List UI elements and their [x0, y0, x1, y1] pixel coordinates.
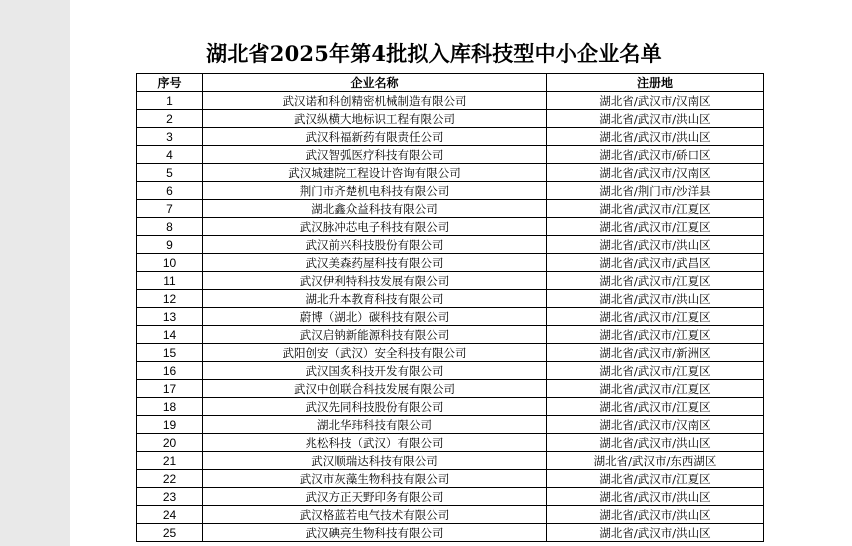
row-index-cell: 17: [137, 380, 203, 398]
table-row: [137, 308, 764, 326]
row-index-cell: 10: [137, 254, 203, 272]
table-row: [137, 398, 764, 416]
row-company-cell: 武汉美森药屋科技有限公司: [203, 254, 547, 272]
column-header-location: 注册地: [547, 74, 764, 92]
row-location-cell: 湖北省/荆门市/沙洋县: [547, 182, 764, 200]
row-index-cell: 4: [137, 146, 203, 164]
table-row: [137, 506, 764, 524]
row-location-cell: 湖北省/武汉市/洪山区: [547, 506, 764, 524]
row-index-cell: 2: [137, 110, 203, 128]
table-row: [137, 452, 764, 470]
row-location-cell: 湖北省/武汉市/洪山区: [547, 128, 764, 146]
table-row: [137, 92, 764, 110]
row-location-cell: 湖北省/武汉市/洪山区: [547, 488, 764, 506]
row-index-cell: 13: [137, 308, 203, 326]
row-index-cell: 15: [137, 344, 203, 362]
row-index-cell: 1: [137, 92, 203, 110]
row-company-cell: 武汉科福新药有限责任公司: [203, 128, 547, 146]
row-company-cell: 武汉格蓝若电气技术有限公司: [203, 506, 547, 524]
row-location-cell: 湖北省/武汉市/洪山区: [547, 110, 764, 128]
table-row: [137, 200, 764, 218]
row-company-cell: 荆门市齐楚机电科技有限公司: [203, 182, 547, 200]
row-location-cell: 湖北省/武汉市/洪山区: [547, 434, 764, 452]
row-location-cell: 湖北省/武汉市/江夏区: [547, 326, 764, 344]
table-row: [137, 488, 764, 506]
column-header-company: 企业名称: [203, 74, 547, 92]
row-company-cell: 湖北华玮科技有限公司: [203, 416, 547, 434]
row-index-cell: 5: [137, 164, 203, 182]
row-company-cell: 武汉国炙科技开发有限公司: [203, 362, 547, 380]
row-location-cell: 湖北省/武汉市/江夏区: [547, 470, 764, 488]
row-location-cell: 湖北省/武汉市/洪山区: [547, 524, 764, 542]
table-row: [137, 236, 764, 254]
row-company-cell: 武汉碘亮生物科技有限公司: [203, 524, 547, 542]
table-row: [137, 344, 764, 362]
table-row: [137, 182, 764, 200]
row-company-cell: 武汉先同科技股份有限公司: [203, 398, 547, 416]
row-company-cell: 武汉中创联合科技发展有限公司: [203, 380, 547, 398]
row-company-cell: 武汉诺和科创精密机械制造有限公司: [203, 92, 547, 110]
table-row: [137, 254, 764, 272]
row-company-cell: 兆松科技（武汉）有限公司: [203, 434, 547, 452]
company-list-table: [136, 73, 764, 542]
row-index-cell: 8: [137, 218, 203, 236]
table-body: [137, 92, 764, 542]
table-header-row: [137, 74, 764, 92]
row-index-cell: 9: [137, 236, 203, 254]
row-company-cell: 武汉纵横大地标识工程有限公司: [203, 110, 547, 128]
row-index-cell: 25: [137, 524, 203, 542]
row-location-cell: 湖北省/武汉市/江夏区: [547, 272, 764, 290]
row-location-cell: 湖北省/武汉市/汉南区: [547, 164, 764, 182]
document-page: [70, 0, 852, 546]
row-index-cell: 21: [137, 452, 203, 470]
table-row: [137, 524, 764, 542]
page-title: 湖北省2025年第4批拟入库科技型中小企业名单: [206, 41, 662, 66]
row-location-cell: 湖北省/武汉市/江夏区: [547, 362, 764, 380]
table-row: [137, 128, 764, 146]
row-location-cell: 湖北省/武汉市/洪山区: [547, 290, 764, 308]
row-company-cell: 湖北升本教育科技有限公司: [203, 290, 547, 308]
row-location-cell: 湖北省/武汉市/汉南区: [547, 416, 764, 434]
row-company-cell: 武汉伊利特科技发展有限公司: [203, 272, 547, 290]
row-index-cell: 6: [137, 182, 203, 200]
row-index-cell: 11: [137, 272, 203, 290]
row-index-cell: 24: [137, 506, 203, 524]
row-location-cell: 湖北省/武汉市/东西湖区: [547, 452, 764, 470]
table-row: [137, 218, 764, 236]
row-location-cell: 湖北省/武汉市/江夏区: [547, 308, 764, 326]
row-location-cell: 湖北省/武汉市/江夏区: [547, 398, 764, 416]
row-location-cell: 湖北省/武汉市/新洲区: [547, 344, 764, 362]
row-company-cell: 武汉启钠新能源科技有限公司: [203, 326, 547, 344]
row-company-cell: 武汉城建院工程设计咨询有限公司: [203, 164, 547, 182]
row-company-cell: 武汉市灰藻生物科技有限公司: [203, 470, 547, 488]
row-company-cell: 武汉智弧医疗科技有限公司: [203, 146, 547, 164]
row-location-cell: 湖北省/武汉市/江夏区: [547, 218, 764, 236]
row-location-cell: 湖北省/武汉市/江夏区: [547, 380, 764, 398]
row-company-cell: 武汉脉冲芯电子科技有限公司: [203, 218, 547, 236]
row-location-cell: 湖北省/武汉市/汉南区: [547, 92, 764, 110]
table-row: [137, 290, 764, 308]
row-location-cell: 湖北省/武汉市/武昌区: [547, 254, 764, 272]
table-row: [137, 434, 764, 452]
row-index-cell: 7: [137, 200, 203, 218]
table-row: [137, 380, 764, 398]
table-row: [137, 416, 764, 434]
row-index-cell: 19: [137, 416, 203, 434]
table-row: [137, 110, 764, 128]
row-company-cell: 武汉方正天野印务有限公司: [203, 488, 547, 506]
row-location-cell: 湖北省/武汉市/洪山区: [547, 236, 764, 254]
row-index-cell: 22: [137, 470, 203, 488]
column-header-index: 序号: [137, 74, 203, 92]
row-index-cell: 3: [137, 128, 203, 146]
viewer-left-gutter: [0, 0, 70, 546]
table-row: [137, 272, 764, 290]
row-index-cell: 18: [137, 398, 203, 416]
row-location-cell: 湖北省/武汉市/江夏区: [547, 200, 764, 218]
table-row: [137, 362, 764, 380]
table-row: [137, 146, 764, 164]
row-location-cell: 湖北省/武汉市/硚口区: [547, 146, 764, 164]
table-row: [137, 164, 764, 182]
row-index-cell: 12: [137, 290, 203, 308]
row-index-cell: 14: [137, 326, 203, 344]
row-company-cell: 武阳创安（武汉）安全科技有限公司: [203, 344, 547, 362]
row-company-cell: 武汉顺瑞达科技有限公司: [203, 452, 547, 470]
table-row: [137, 470, 764, 488]
row-company-cell: 蔚博（湖北）碳科技有限公司: [203, 308, 547, 326]
row-index-cell: 16: [137, 362, 203, 380]
row-index-cell: 23: [137, 488, 203, 506]
row-company-cell: 武汉前兴科技股份有限公司: [203, 236, 547, 254]
row-index-cell: 20: [137, 434, 203, 452]
row-company-cell: 湖北鑫众益科技有限公司: [203, 200, 547, 218]
table-row: [137, 326, 764, 344]
